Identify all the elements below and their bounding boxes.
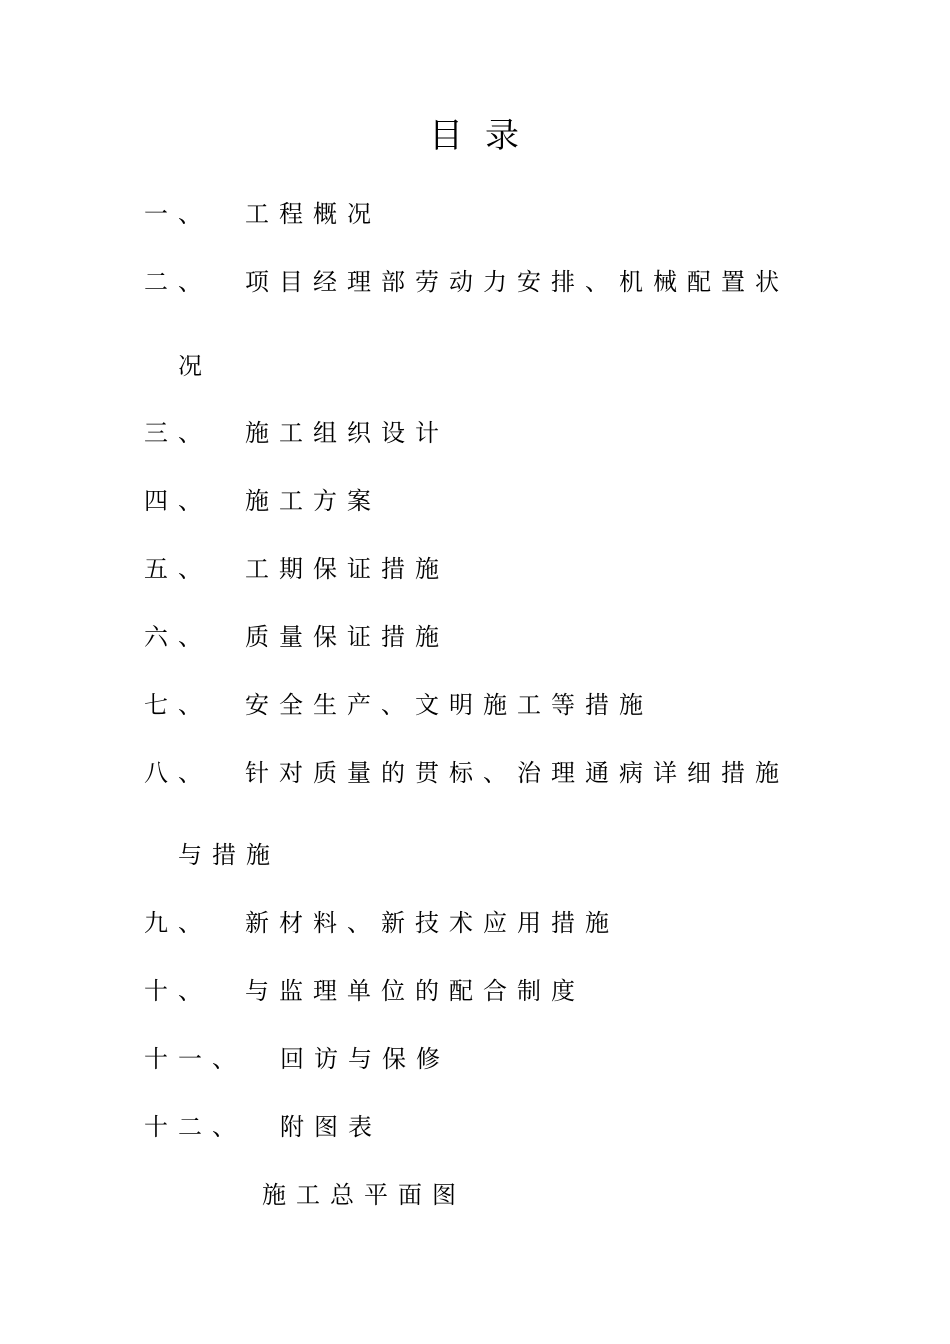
toc-entry-continued: 与措施 (178, 841, 280, 869)
toc-entry: 新材料、新技术应用措施 (245, 909, 619, 937)
toc-number: 九、 (144, 909, 212, 937)
toc-number: 三、 (144, 419, 212, 447)
toc-number: 十二、 (144, 1113, 246, 1141)
toc-entry: 项目经理部劳动力安排、机械配置状 (245, 268, 789, 296)
toc-number: 七、 (144, 691, 212, 719)
toc-entry: 工程概况 (245, 200, 381, 228)
toc-number: 四、 (144, 487, 212, 515)
toc-number: 十一、 (144, 1045, 246, 1073)
toc-entry: 施工组织设计 (245, 419, 449, 447)
toc-sub-entry: 施工总平面图 (262, 1181, 466, 1209)
page-title: 目录 (429, 116, 541, 156)
toc-number: 二、 (144, 268, 212, 296)
toc-entry: 安全生产、文明施工等措施 (245, 691, 653, 719)
toc-entry: 与监理单位的配合制度 (245, 977, 585, 1005)
toc-entry-continued: 况 (178, 352, 212, 380)
toc-entry: 质量保证措施 (245, 623, 449, 651)
toc-number: 八、 (144, 759, 212, 787)
toc-number: 一、 (144, 200, 212, 228)
toc-entry: 施工方案 (245, 487, 381, 515)
toc-entry: 工期保证措施 (245, 555, 449, 583)
toc-number: 六、 (144, 623, 212, 651)
toc-entry: 针对质量的贯标、治理通病详细措施 (245, 759, 789, 787)
toc-entry: 回访与保修 (280, 1045, 450, 1073)
toc-number: 五、 (144, 555, 212, 583)
toc-entry: 附图表 (280, 1113, 382, 1141)
toc-number: 十、 (144, 977, 212, 1005)
